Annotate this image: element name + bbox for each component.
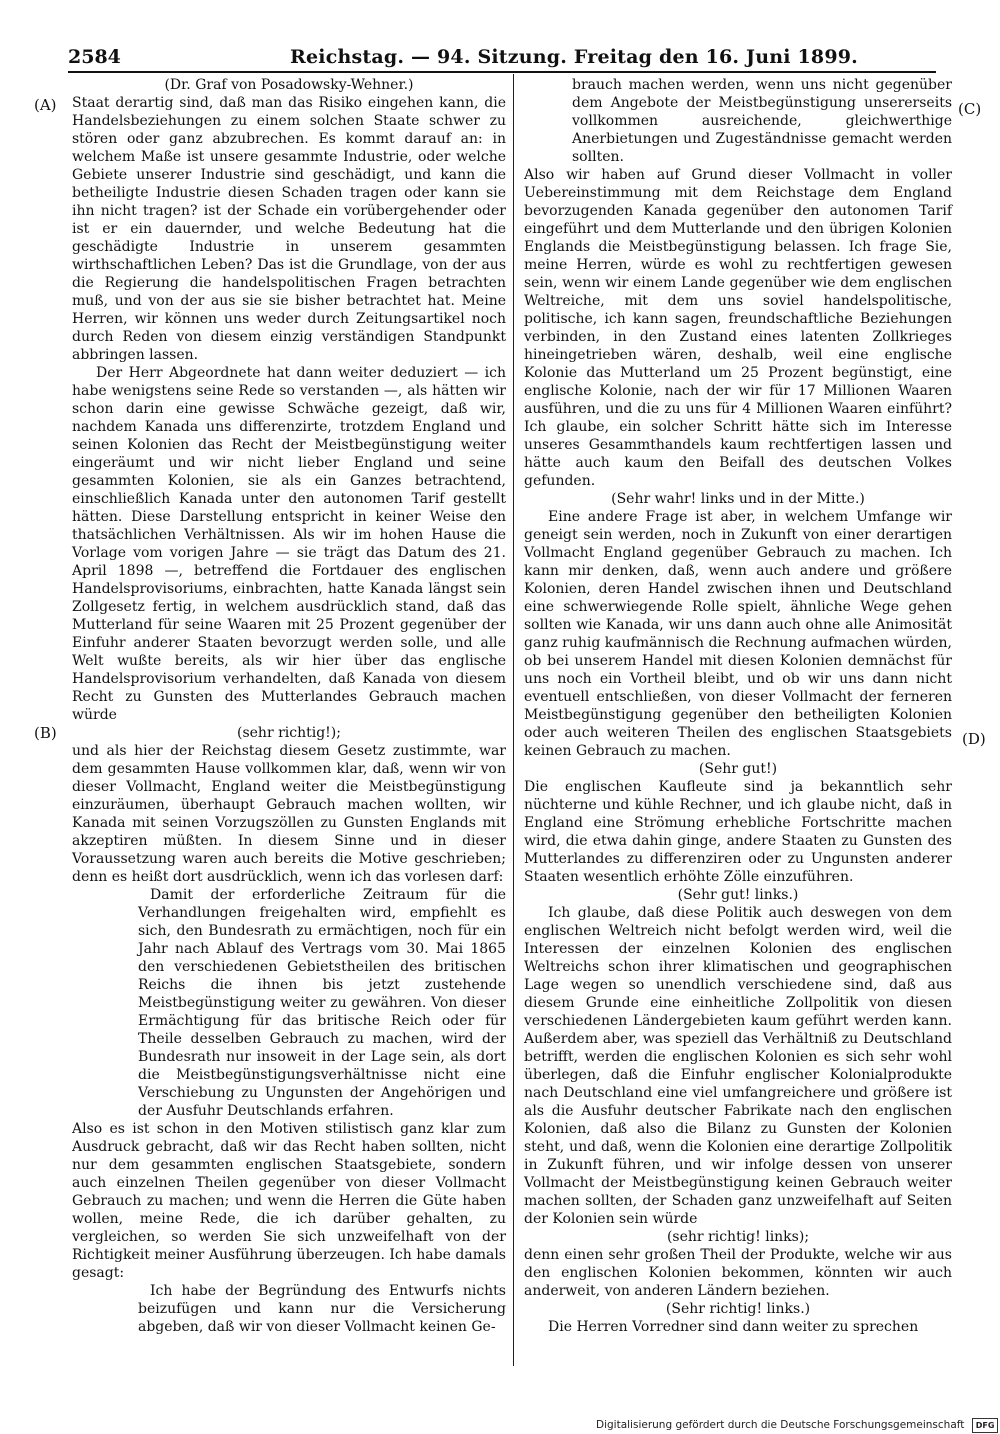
paragraph: Ich glaube, daß diese Politik auch deswegen von dem englischen Weltreich nicht befolgt werden wird, weil die Interessen der einzelnen Kolonien des englischen Weltreichs schon ihrer klimatischen und geographischen Lage wegen so unendlich verschiedene sind, daß aus diesem Grunde eine einheitliche Zollpolitik von diesen verschiedenen Ländergebieten kaum geführt werden kann. Außerdem aber, was speziell das Verhältniß zu Deutschland betrifft, werden die englischen Kolonien es sich sehr wohl überlegen, daß die Einfuhr englischer Kolonialprodukte nach Deutschland eine viel umfangreichere und größere ist als die Ausfuhr deutscher Fabrikate nach den englischen Kolonien, daß also die Bilanz zu Gunsten der Kolonien steht, und daß, wenn die Kolonien eine derartige Zollpolitik in Zukunft führen, und wir infolge dessen von unserer Vollmacht der Meistbegünstigung keinen Gebrauch weiter machen sollten, der Schaden ganz unzweifelhaft auf Seiten der Kolonien sein würde [524,905,952,1227]
paragraph: (sehr richtig! links); [666,1229,810,1245]
margin-label-c: (C) [958,100,982,118]
paragraph: (Sehr gut! links.) [677,887,799,903]
page-number: 2584 [68,46,121,68]
paragraph: (Sehr richtig! links.) [665,1301,811,1317]
credit-text: Digitalisierung gefördert durch die Deutsche Forschungsgemeinschaft [596,1419,965,1431]
paragraph: (Sehr wahr! links und in der Mitte.) [611,491,865,507]
margin-label-b: (B) [34,724,57,742]
paragraph: Eine andere Frage ist aber, in welchem Umfange wir geneigt sein werden, noch in Zukunft von einer derartigen Vollmacht England gegenüber Gebrauch zu machen. Ich kann mir denken, daß, wenn auch andere und größere Kolonien, deren Handel zwischen ihnen und Deutschland eine schwerwiegende Rolle spielt, ähnliche Wege gehen sollten wie Kanada, wir uns dann auch ohne alle Animosität ganz ruhig kaufmännisch die Rechnung aufmachen würden, ob bei unserem Handel mit diesen Kolonien demnächst für uns noch ein Vortheil bleibt, und ob wir uns dann nicht eventuell entschließen, von dieser Vollmacht der ferneren Meistbegünstigung gegenüber den betheiligten Kolonien oder auch weiteren Theilen des englischen Staatsgebiets keinen Gebrauch zu machen. [524,509,952,759]
column-divider [513,74,514,1366]
margin-label-d: (D) [962,730,986,748]
paragraph: Damit der erforderliche Zeitraum für die Verhandlungen freigehalten wird, empfiehlt es sich, den Bundesrath zu ermächtigen, noch für ein Jahr nach Ablauf des Vertrags vom 30. Mai 1865 den verschiedenen Gebietstheilen des britischen Reichs die ihnen bis jetzt zustehende Meistbegünstigung weiter zu gewähren. Von dieser Ermächtigung für das britische Reich oder für Theile desselben Gebrauch zu machen, wird der Bundesrath nur insoweit in der Lage sein, als dort die Meistbegünstigungsverhältnisse nicht eine Verschiebung zu Ungunsten der Angehörigen und der Ausfuhr Deutschlands erfahren. [138,887,506,1119]
paragraph: Ich habe der Begründung des Entwurfs nichts beizufügen und kann nur die Versicherung abgeben, daß wir von dieser Vollmacht keinen Ge- [138,1283,506,1335]
paragraph: (Sehr gut!) [698,761,778,777]
paragraph: Also wir haben auf Grund dieser Vollmacht in voller Uebereinstimmung mit dem Reichstage dem England bevorzugenden Kanada gegenüber den autonomen Tarif eingeführt und dem Mutterlande und den übrigen Kolonien Englands die Meistbegünstigung belassen. Ich frage Sie, meine Herren, würde es wohl zu rechtfertigen gewesen sein, wenn wir einem Lande gegenüber wie dem englischen Weltreiche, mit dem uns soviel handelspolitische, politische, ich kann sagen, freundschaftliche Beziehungen verbinden, in den Zustand eines latenten Zollkrieges hineingetrieben wären, deshalb, weil eine englische Kolonie das Mutterland um 25 Prozent begünstigt, eine englische Kolonie, nach der wir für 17 Millionen Waaren ausführen, und die zu uns für 4 Millionen Waaren einführt? Ich glaube, ein solcher Schritt hätte sich im Interesse unseres Gesammthandels kaum rechtfertigen lassen und hätte auch kaum den Beifall des deutschen Volkes gefunden. [524,167,952,489]
paragraph: denn einen sehr großen Theil der Produkte, welche wir aus den englischen Kolonien bekommen, könnten wir auch anderweit, von anderen Ländern beziehen. [524,1247,952,1299]
left-text-column [72,76,506,1336]
paragraph: und als hier der Reichstag diesem Gesetz zustimmte, war dem gesammten Hause vollkommen klar, daß, wenn wir von dieser Vollmacht, England weiter die Meistbegünstigung einzuräumen, überhaupt Gebrauch machen wollten, wir Kanada mit seinen Vorzugszöllen zu Gunsten Englands mit akzeptiren müßten. In diesem Sinne und in dieser Voraussetzung waren auch bereits die Motive geschrieben; denn es heißt dort ausdrücklich, wenn ich das vorlesen darf: [72,743,506,885]
paragraph: brauch machen werden, wenn uns nicht gegenüber dem Angebote der Meistbegünstigung unsererseits vollkommen ausreichende, gleichwerthige Anerbietungen und Zugeständnisse gemacht werden sollten. [572,77,952,165]
right-text-column [524,76,952,1336]
paragraph: Die englischen Kaufleute sind ja bekanntlich sehr nüchterne und kühle Rechner, und ich glaube nicht, daß in England eine Strömung erhebliche Fortschritte machen wird, die etwa dahin ginge, andere Staaten zu Gunsten des Mutterlandes zu differenziren oder zu Ungunsten anderer Staaten wesentlich erhöhte Zölle einzuführen. [524,779,952,885]
paragraph: Die Herren Vorredner sind dann weiter zu sprechen [548,1319,919,1335]
dfg-logo-icon [972,1418,998,1433]
dfg-logo-text: DFG [975,1420,995,1430]
page-header [68,44,938,70]
paragraph: Der Herr Abgeordnete hat dann weiter deduziert — ich habe wenigstens seine Rede so verstanden —, als hätten wir schon darin eine gewisse Schwäche gezeigt, daß wir, nachdem Kanada uns differenzirte, trotzdem England und seinen Kolonien das Recht der Meistbegünstigung weiter eingeräumt und wir nicht lieber England und seine gesammten Kolonien, sie als ein Ganzes betrachtend, einschließlich Kanada unter den autonomen Tarif gestellt hätten. Diese Darstellung entspricht in keiner Weise den thatsächlichen Verhältnissen. Als wir im hohen Hause die Vorlage vom vorigen Jahre — sie trägt das Datum des 21. April 1898 —, betreffend die Fortdauer des englischen Handelsprovisoriums, einbrachten, hatte Kanada längst sein Zollgesetz fertig, in welchem ausdrücklich stand, daß das Mutterland für seine Waaren mit 25 Prozent gegenüber der Einfuhr anderer Staaten bevorzugt werden solle, und alle Welt wußte bereits, als wir hier über das englische Handelsprovisorium verhandelten, daß Kanada von diesem Recht zu Gunsten des Mutterlandes Gebrauch machen würde [72,365,506,723]
running-title: Reichstag. — 94. Sitzung. Freitag den 16. Juni 1899. [290,46,858,68]
margin-label-a: (A) [34,96,57,114]
header-rule [68,71,936,73]
digitization-credit [596,1417,996,1433]
paragraph: Staat derartig sind, daß man das Risiko eingehen kann, die Handelsbeziehungen zu einem solchen Staate schwer zu stören oder ganz abzubrechen. Es kommt darauf an: in welchem Maße ist unsere gesammte Industrie, oder welche Gebiete unserer Industrie sind geschädigt, und kann die betheiligte Industrie diesen Schaden tragen oder kann sie ihn nicht tragen? ist der Schade ein vorübergehender oder ist er ein dauernder, und welche Bedeutung hat die geschädigte Industrie in unserem gesammten wirthschaftlichen Leben? Das ist die Grundlage, von der aus die Regierung die handelspolitischen Fragen betrachten muß, und von der aus sie sie bisher betrachtet hat. Meine Herren, wir können uns weder durch Zeitungsartikel noch durch Reden von diesem einzig verständigen Standpunkt abbringen lassen. [72,95,506,363]
paragraph: (Dr. Graf von Posadowsky-Wehner.) [164,77,414,93]
paragraph: Also es ist schon in den Motiven stilistisch ganz klar zum Ausdruck gebracht, daß wir das Recht haben sollten, nicht nur dem gesammten englischen Staatsgebiete, sondern auch einzelnen Theilen gegenüber von dieser Vollmacht Gebrauch zu machen; und wenn die Herren die Güte haben wollen, meine Rede, die ich darüber gehalten, zu vergleichen, so werden Sie sich unzweifelhaft von der Richtigkeit meiner Ausführung überzeugen. Ich habe damals gesagt: [72,1121,506,1281]
paragraph: (sehr richtig!); [237,725,341,741]
